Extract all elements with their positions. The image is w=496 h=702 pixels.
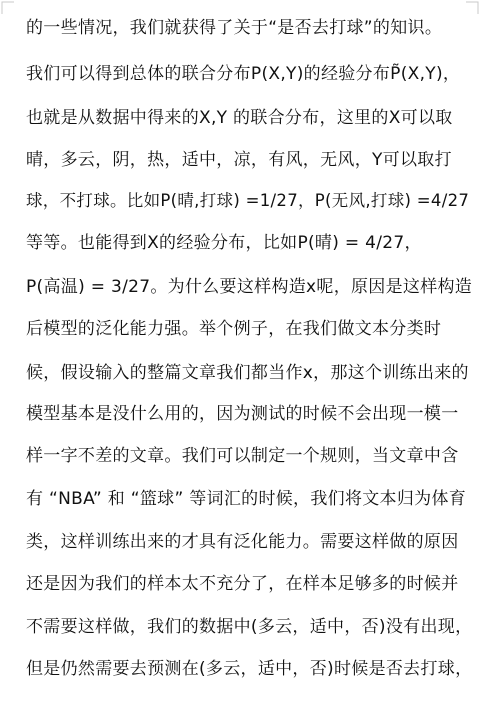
text-line: 我们可以得到总体的联合分布P(X,Y)的经验分布P̃(X,Y)， [26,64,461,84]
text-line: P(高温) = 3/27。为什么要这样构造x呢，原因是这样构造 [26,277,473,297]
text-line: 球，不打球。比如P(晴,打球) =1/27，P(无风,打球) =4/27 [26,191,470,210]
text-line: 类，这样训练出来的才具有泛化能力。需要这样做的原因 [26,532,459,552]
text-line: 晴，多云，阴，热，适中，凉，有风，无风，Y可以取打 [26,150,452,170]
text-line: 不需要这样做，我们的数据中(多云，适中，否)没有出现， [26,617,473,637]
text-line: 样一字不差的文章。我们可以制定一个规则，当文章中含 [26,446,459,466]
text-line: 有 “NBA” 和 “篮球” 等词汇的时候，我们将文本归为体育 [26,489,467,509]
corner-mark-top-right [466,0,480,14]
text-line: 候，假设输入的整篇文章我们都当作x，那这个训练出来的 [26,363,469,383]
corner-mark-top-left [0,0,14,14]
text-line: 等等。也能得到X的经验分布，比如P(晴) = 4/27， [26,233,422,253]
text-line: 还是因为我们的样本太不充分了，在样本足够多的时候并 [26,574,459,594]
text-line: 也就是从数据中得来的X,Y 的联合分布，这里的X可以取 [26,108,453,128]
text-line: 但是仍然需要去预测在(多云，适中，否)时候是否去打球， [26,659,473,679]
text-line: 后模型的泛化能力强。举个例子，在我们做文本分类时 [26,319,442,339]
text-line: 模型基本是没什么用的，因为测试的时候不会出现一模一 [26,404,459,424]
text-line: 的一些情况，我们就获得了关于“是否去打球”的知识。 [26,18,443,38]
